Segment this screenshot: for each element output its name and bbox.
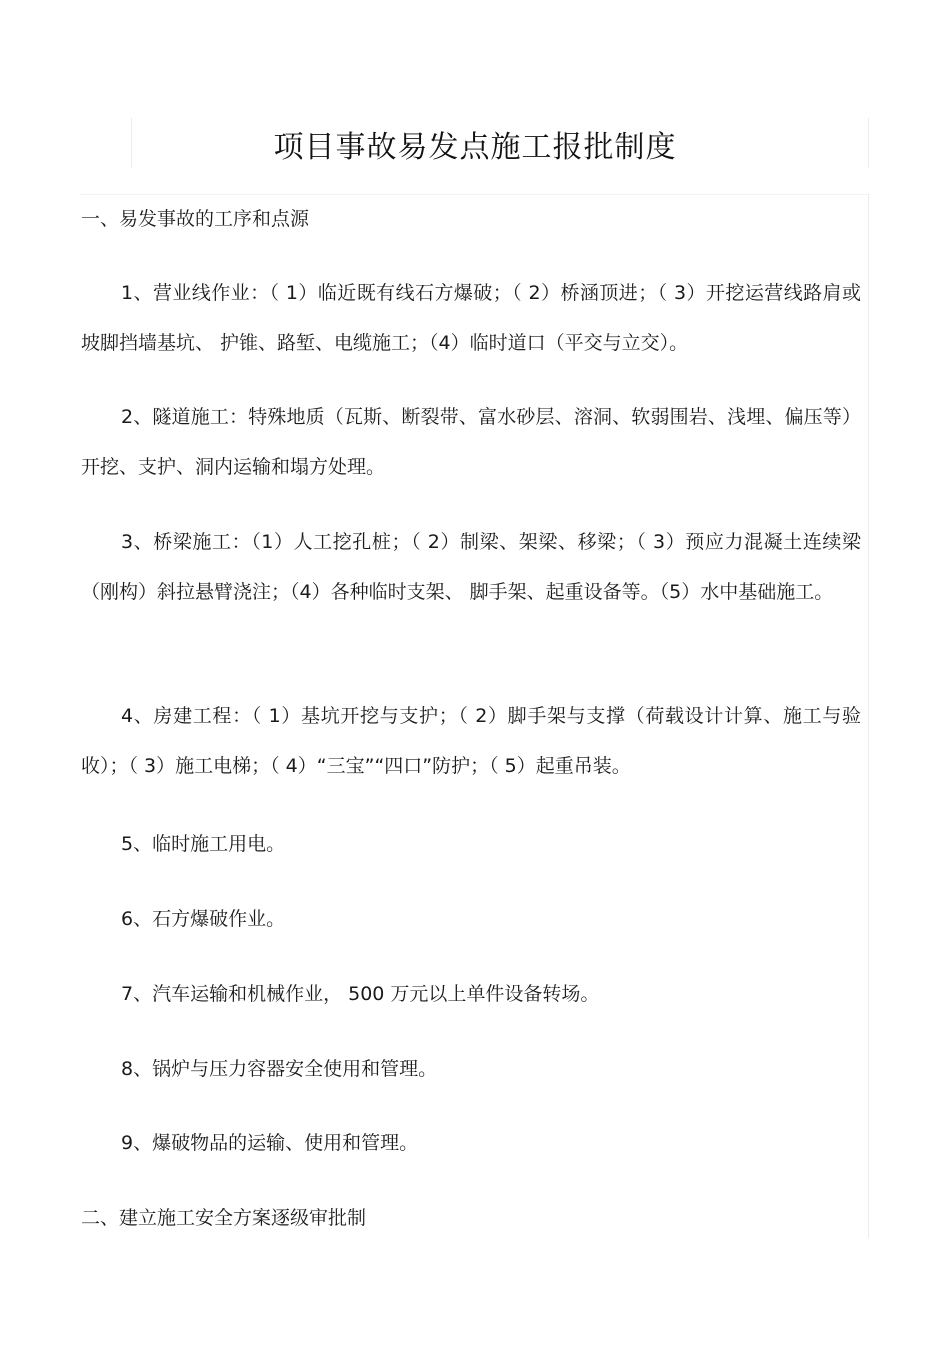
list-item: 6、石方爆破作业。 <box>121 908 286 930</box>
scan-guide-line <box>868 194 869 1238</box>
list-item: 5、临时施工用电。 <box>121 833 286 855</box>
scan-guide-line <box>80 194 870 195</box>
paragraph: 4、房建工程：（ 1）基坑开挖与支护；（ 2）脚手架与支撑（荷载设计计算、施工与验收）；（ 3）施工电梯；（ 4）“三宝”“四口”防护；（ 5）起重吊装。 <box>81 705 861 777</box>
list-item: 7、汽车运输和机械作业， 500 万元以上单件设备转场。 <box>121 983 600 1005</box>
paragraph: 3、桥梁施工：（1）人工挖孔桩；（ 2）制梁、架梁、移梁；（ 3）预应力混凝土连续梁（刚构）斜拉悬臂浇注；（4）各种临时支架、 脚手架、起重设备等。（5）水中基础施工。 <box>81 531 861 603</box>
section-heading: 一、易发事故的工序和点源 <box>81 208 310 230</box>
list-item: 8、锅炉与压力容器安全使用和管理。 <box>121 1058 438 1080</box>
list-item: 9、爆破物品的运输、使用和管理。 <box>121 1132 419 1154</box>
paragraph: 1、营业线作业：（ 1）临近既有线石方爆破；（ 2）桥涵顶进；（ 3）开挖运营线路肩或坡脚挡墙基坑、 护锥、路堑、电缆施工；（4）临时道口（平交与立交）。 <box>81 282 861 354</box>
section-heading: 二、建立施工安全方案逐级审批制 <box>81 1207 367 1229</box>
paragraph: 2、隧道施工：特殊地质（瓦斯、断裂带、富水砂层、溶洞、软弱围岩、浅埋、偏压等）开挖、支护、洞内运输和塌方处理。 <box>81 406 861 478</box>
document-title: 项目事故易发点施工报批制度 <box>273 130 677 165</box>
